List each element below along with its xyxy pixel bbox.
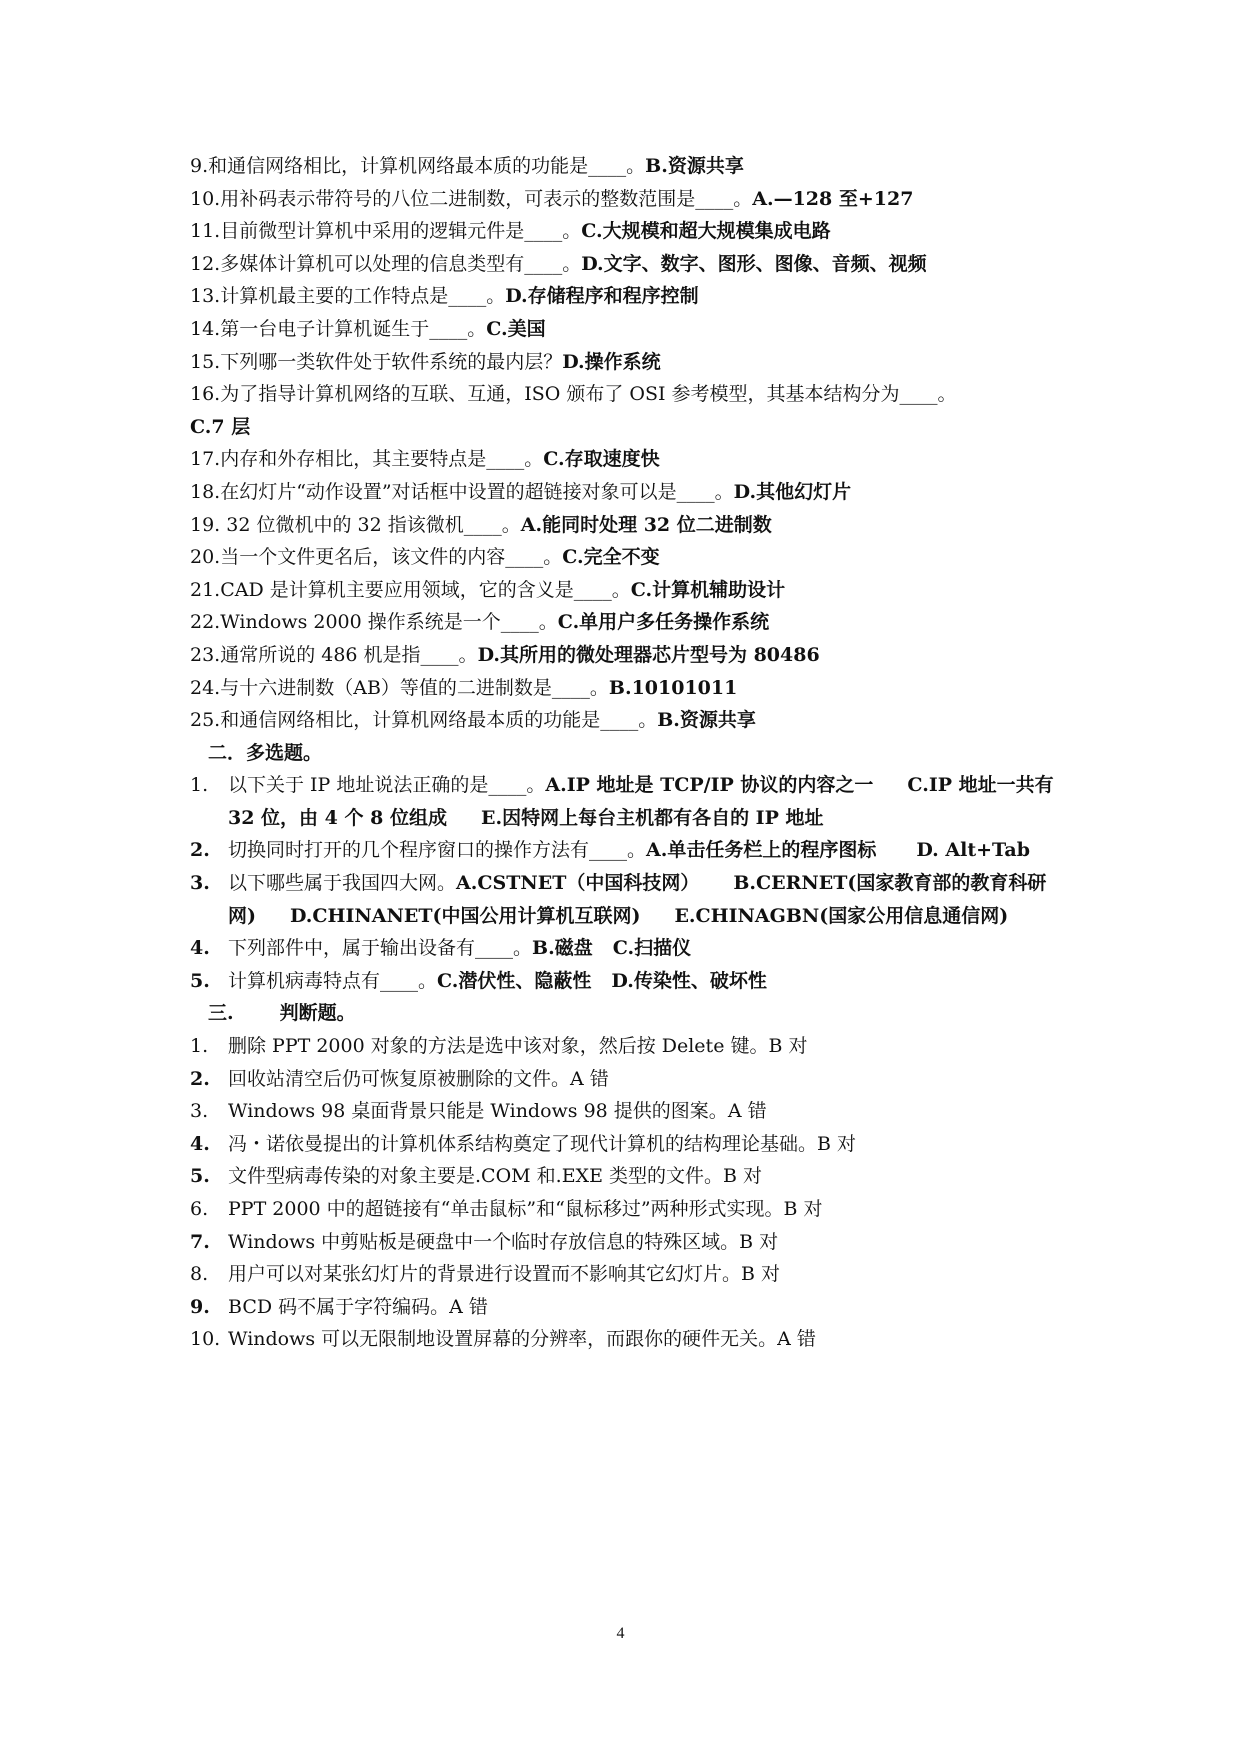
question-text: 回收站清空后仍可恢复原被删除的文件。 [228,1067,571,1090]
question-number: 5. [190,969,210,992]
answer-text: C.大规模和超大规模集成电路 [581,220,831,243]
answer-text: C.扫描仪 [612,937,692,960]
question-item [190,346,1070,379]
answer-text: C.7 层 [190,415,251,438]
section-number: 三. [208,1002,234,1025]
question-text: 15.下列哪一类软件处于软件系统的最内层？ [190,350,563,373]
answer-text: E.CHINAGBN(国家公用信息通信网) [674,904,1009,927]
answer-text: B 对 [723,1165,763,1188]
question-number: 1. [190,774,209,797]
question-item [190,867,1070,932]
question-text: 删除 PPT 2000 对象的方法是选中该对象，然后按 Delete 键。 [228,1035,769,1058]
question-text: 9.和通信网络相比，计算机网络最本质的功能是____。 [190,155,646,177]
answer-text: A 错 [570,1067,609,1090]
answer-text: D. Alt+Tab [916,839,1030,862]
question-item [190,932,1070,965]
answer-text: B 对 [741,1263,781,1286]
question-number: 3. [190,1100,209,1123]
question-number: 10. [190,1328,221,1351]
question-item [190,1030,1070,1063]
question-number: 2. [190,1067,210,1090]
question-item [190,280,1070,313]
question-number: 4. [190,1132,210,1155]
question-text: 以下哪些属于我国四大网。 [228,872,457,895]
answer-text: D.其他幻灯片 [733,480,852,503]
question-number: 5. [190,1165,210,1188]
document-body [190,150,1070,1356]
question-item [190,183,1070,216]
question-item [190,1258,1070,1291]
multi-choice-list [190,769,1070,997]
question-item [190,443,1070,476]
single-choice-list [190,150,1070,737]
answer-text: D.存储程序和程序控制 [505,285,699,308]
question-text: 10.用补码表示带符号的八位二进制数，可表示的整数范围是____。 [190,187,753,210]
answer-text: C.潜伏性、隐蔽性 [437,969,592,992]
question-item [190,769,1070,834]
question-text: 23.通常所说的 486 机是指____。 [190,643,478,666]
question-item [190,1226,1070,1259]
question-number: 2. [190,839,210,862]
question-number: 8. [190,1263,209,1286]
question-text: 17.内存和外存相比，其主要特点是____。 [190,448,544,471]
answer-text: B 对 [739,1230,779,1253]
question-text: 13.计算机最主要的工作特点是____。 [190,285,506,308]
answer-text: D.传染性、破坏性 [611,969,767,992]
question-item [190,606,1070,639]
question-item [190,1291,1070,1324]
question-text: 文件型病毒传染的对象主要是.COM 和.EXE 类型的文件。 [228,1165,723,1188]
question-text: 计算机病毒特点有____。 [228,969,438,992]
answer-text: A.IP 地址是 TCP/IP 协议的内容之一 [545,774,874,797]
answer-text: C.计算机辅助设计 [630,578,786,601]
question-text: 24.与十六进制数（AB）等值的二进制数是____。 [190,676,609,699]
answer-text: A.CSTNET（中国科技网） [456,872,700,895]
question-item [190,1160,1070,1193]
answer-text: C.完全不变 [562,546,660,569]
question-text: 11.目前微型计算机中采用的逻辑元件是____。 [190,220,582,243]
answer-text: B 对 [817,1132,857,1155]
section-heading-multi: 二．多选题。 [208,741,323,764]
question-text: Windows 中剪贴板是硬盘中一个临时存放信息的特殊区域。 [228,1230,740,1253]
question-text: 14.第一台电子计算机诞生于____。 [190,317,487,340]
answer-text: A.单击任务栏上的程序图标 [646,839,877,862]
answer-text: B.磁盘 [532,937,593,960]
question-text: 22.Windows 2000 操作系统是一个____。 [190,611,558,634]
question-item [190,378,1070,443]
question-text: 18.在幻灯片“动作设置”对话框中设置的超链接对象可以是____。 [190,480,734,503]
question-item [190,834,1070,867]
answer-text: C.IP 地址一共有 32 位，由 4 个 8 位组成 [228,774,1054,829]
answer-text: A 错 [727,1100,767,1123]
answer-text: A 错 [449,1295,488,1318]
question-text: 20.当一个文件更名后，该文件的内容____。 [190,546,563,569]
question-item [190,965,1070,998]
answer-text: C.美国 [486,317,546,340]
question-text: 12.多媒体计算机可以处理的信息类型有____。 [190,252,582,275]
answer-text: A.能同时处理 32 位二进制数 [520,513,772,536]
question-text: PPT 2000 中的超链接有“单击鼠标”和“鼠标移过”两种形式实现。 [228,1198,784,1220]
question-item [190,1193,1070,1226]
question-item [190,704,1070,737]
section-title: 判断题。 [279,1002,356,1025]
answer-text: A.—128 至+127 [752,187,914,210]
page-number: 4 [616,1625,625,1642]
question-item [190,1323,1070,1356]
answer-text: B.资源共享 [657,709,756,732]
answer-text: C.存取速度快 [543,448,660,471]
answer-text: B 对 [768,1035,808,1058]
question-item [190,313,1070,346]
question-text: BCD 码不属于字符编码。 [228,1295,450,1318]
question-text: 冯・诺依曼提出的计算机体系结构奠定了现代计算机的结构理论基础。 [228,1132,818,1155]
question-item [190,541,1070,574]
judge-list [190,1030,1070,1356]
question-text: Windows 可以无限制地设置屏幕的分辨率，而跟你的硬件无关。 [228,1328,778,1351]
question-number: 7. [190,1230,210,1253]
answer-text: E.因特网上每台主机都有各自的 IP 地址 [480,806,824,829]
answer-text: B.10101011 [608,676,738,699]
answer-text: C.单用户多任务操作系统 [557,611,770,634]
question-text: 25.和通信网络相比，计算机网络最本质的功能是____。 [190,709,658,732]
question-item [190,672,1070,705]
question-item [190,248,1070,281]
question-item [190,150,1070,183]
question-text: 21.CAD 是计算机主要应用领域，它的含义是____。 [190,578,631,601]
question-number: 9. [190,1295,210,1318]
question-item [190,574,1070,607]
question-text: 用户可以对某张幻灯片的背景进行设置而不影响其它幻灯片。 [228,1263,742,1286]
answer-text: B 对 [783,1198,823,1220]
question-text: 下列部件中，属于输出设备有____。 [228,937,533,960]
question-number: 3. [190,872,210,895]
answer-text: B.资源共享 [645,155,744,177]
answer-text: A 错 [777,1328,816,1351]
question-item [190,476,1070,509]
section-heading-judge [190,997,1070,1030]
question-text: 以下关于 IP 地址说法正确的是____。 [228,774,546,797]
question-item [190,1063,1070,1096]
question-item [190,639,1070,672]
question-item [190,1095,1070,1128]
question-number: 6. [190,1198,209,1220]
answer-text: B.CERNET(国家教育部的教育科研网) [228,872,1047,927]
question-item [190,509,1070,542]
answer-text: D.其所用的微处理器芯片型号为 80486 [477,643,820,666]
question-item [190,1128,1070,1161]
question-text: 16.为了指导计算机网络的互联、互通，ISO 颁布了 OSI 参考模型，其基本结构分为____。 [190,383,957,406]
question-item [190,215,1070,248]
question-number: 1. [190,1035,209,1058]
answer-text: D.文字、数字、图形、图像、音频、视频 [581,252,927,275]
question-text: 19. 32 位微机中的 32 指该微机____。 [190,513,521,536]
question-text: 切换同时打开的几个程序窗口的操作方法有____。 [228,839,647,862]
answer-text: D.操作系统 [562,350,661,373]
question-number: 4. [190,937,210,960]
question-text: Windows 98 桌面背景只能是 Windows 98 提供的图案。 [228,1100,728,1123]
answer-text: D.CHINANET(中国公用计算机互联网) [290,904,641,927]
